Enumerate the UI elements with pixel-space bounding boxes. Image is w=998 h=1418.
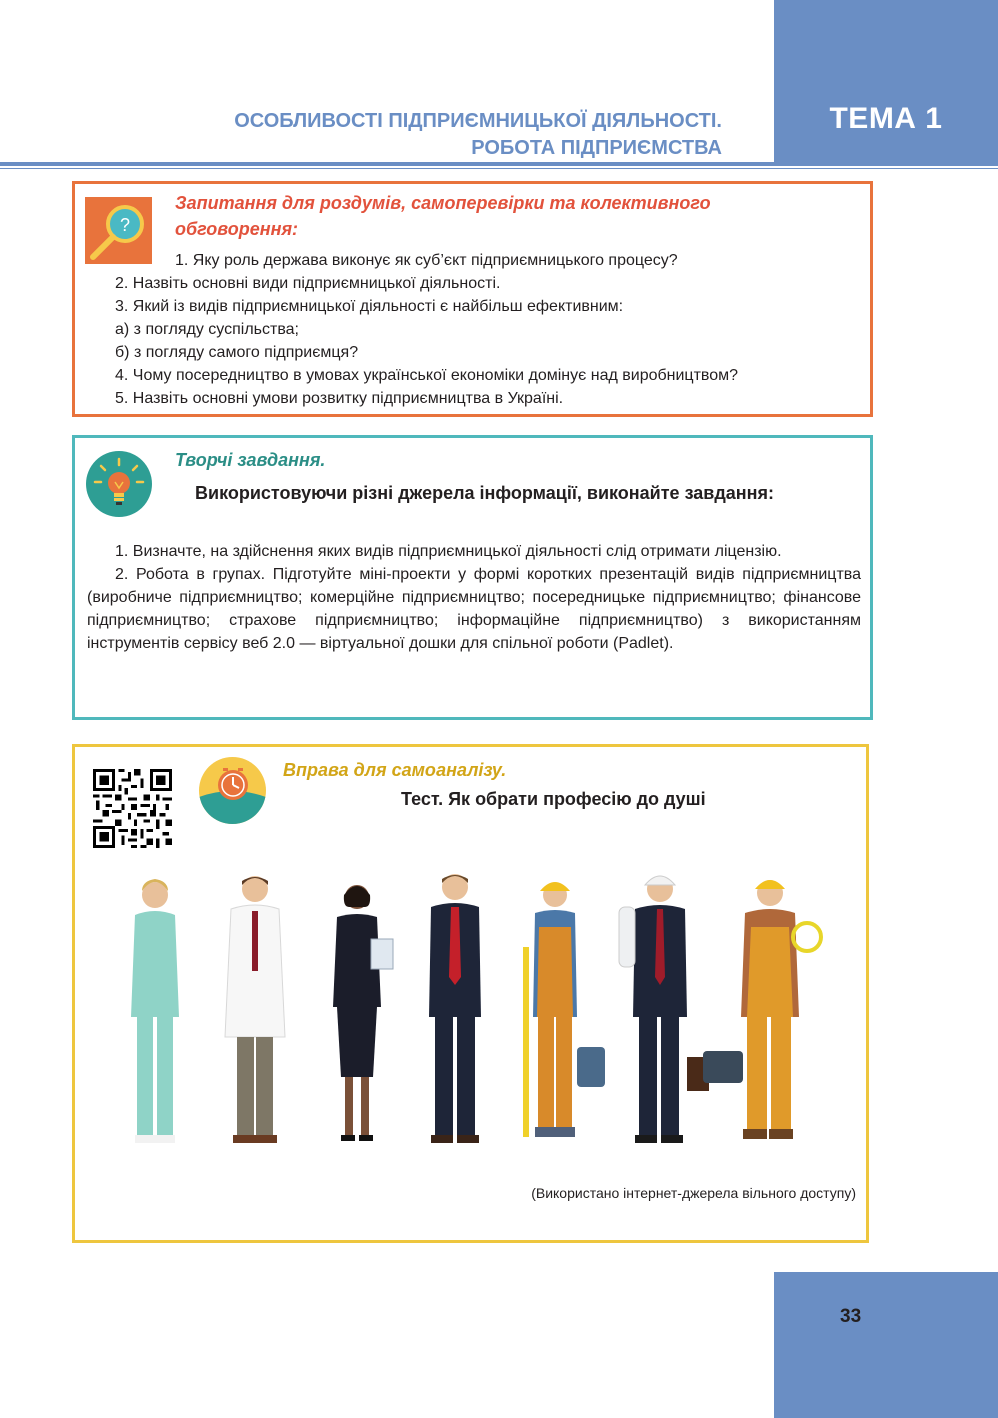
list-item: 5. Назвіть основні умови розвитку підприємництва в Україні.	[115, 390, 564, 407]
image-caption: (Використано інтернет-джерела вільного доступу)	[531, 1185, 856, 1201]
businessman-figure	[429, 874, 481, 1143]
self-analysis-subtitle: Тест. Як обрати професію до душі	[401, 789, 706, 809]
businesswoman-figure	[333, 885, 393, 1141]
header-rule-thin	[0, 168, 998, 169]
page-title-line2: РОБОТА ПІДПРИЄМСТВА	[471, 137, 722, 159]
lightbulb-icon	[86, 451, 152, 517]
nurse-figure	[131, 879, 179, 1143]
list-item: 3. Який із видів підприємницької діяльності є найбільш ефективним:	[115, 298, 624, 315]
construction-worker-figure	[703, 880, 821, 1139]
creative-task: 2. Робота в групах. Підготуйте міні-проекти у формі коротких презентацій видів підприємництва (виробниче підприємництво; комерційне підприємництво; посередницьке підприємництво; фінансове підприємництво; страхове підприємництво; інформаційне підприємництво) з використанням інструментів сервісу веб 2.0 — віртуальної дошки для спільної роботи (Padlet).	[87, 566, 861, 652]
page-number: 33	[840, 1306, 862, 1327]
list-item: б) з погляду самого підприємця?	[115, 344, 359, 361]
list-item: 4. Чому посередництво в умовах української економіки домінує над виробництвом?	[115, 367, 739, 384]
page-title-line1: ОСОБЛИВОСТІ ПІДПРИЄМНИЦЬКОЇ ДІЯЛЬНОСТІ.	[234, 110, 722, 132]
doctor-figure	[225, 876, 285, 1143]
list-item: 2. Назвіть основні види підприємницької діяльності.	[115, 275, 501, 292]
list-item: а) з погляду суспільства;	[115, 321, 299, 338]
creative-heading: Творчі завдання.	[175, 450, 326, 470]
engineer-figure	[619, 876, 709, 1143]
creative-subtitle: Використовуючи різні джерела інформації, виконайте завдання:	[195, 483, 775, 503]
topic-tab	[774, 0, 998, 162]
creative-body	[87, 540, 861, 655]
page-number-tab	[774, 1272, 998, 1418]
list-item: 1. Яку роль держава виконує як суб’єкт підприємницького процесу?	[175, 252, 678, 269]
topic-label: ТЕМА 1	[829, 102, 943, 135]
questions-box	[72, 181, 873, 417]
self-analysis-heading: Вправа для самоаналізу.	[283, 760, 507, 780]
questions-heading: Запитання для роздумів, самоперевірки та колективного обговорення:	[175, 193, 711, 239]
questions-list	[115, 249, 855, 410]
qr-code-icon[interactable]	[93, 769, 172, 848]
creative-task: 1. Визначте, на здійснення яких видів підприємницької діяльності слід отримати ліцензію.	[115, 543, 782, 560]
professions-illustration	[125, 867, 825, 1157]
clock-icon	[199, 757, 266, 824]
header-rule	[0, 162, 998, 166]
svg-text:?: ?	[119, 215, 131, 235]
creative-box	[72, 435, 873, 720]
woman-worker-figure	[523, 882, 605, 1137]
self-analysis-box	[72, 744, 869, 1243]
page-title	[234, 108, 722, 162]
